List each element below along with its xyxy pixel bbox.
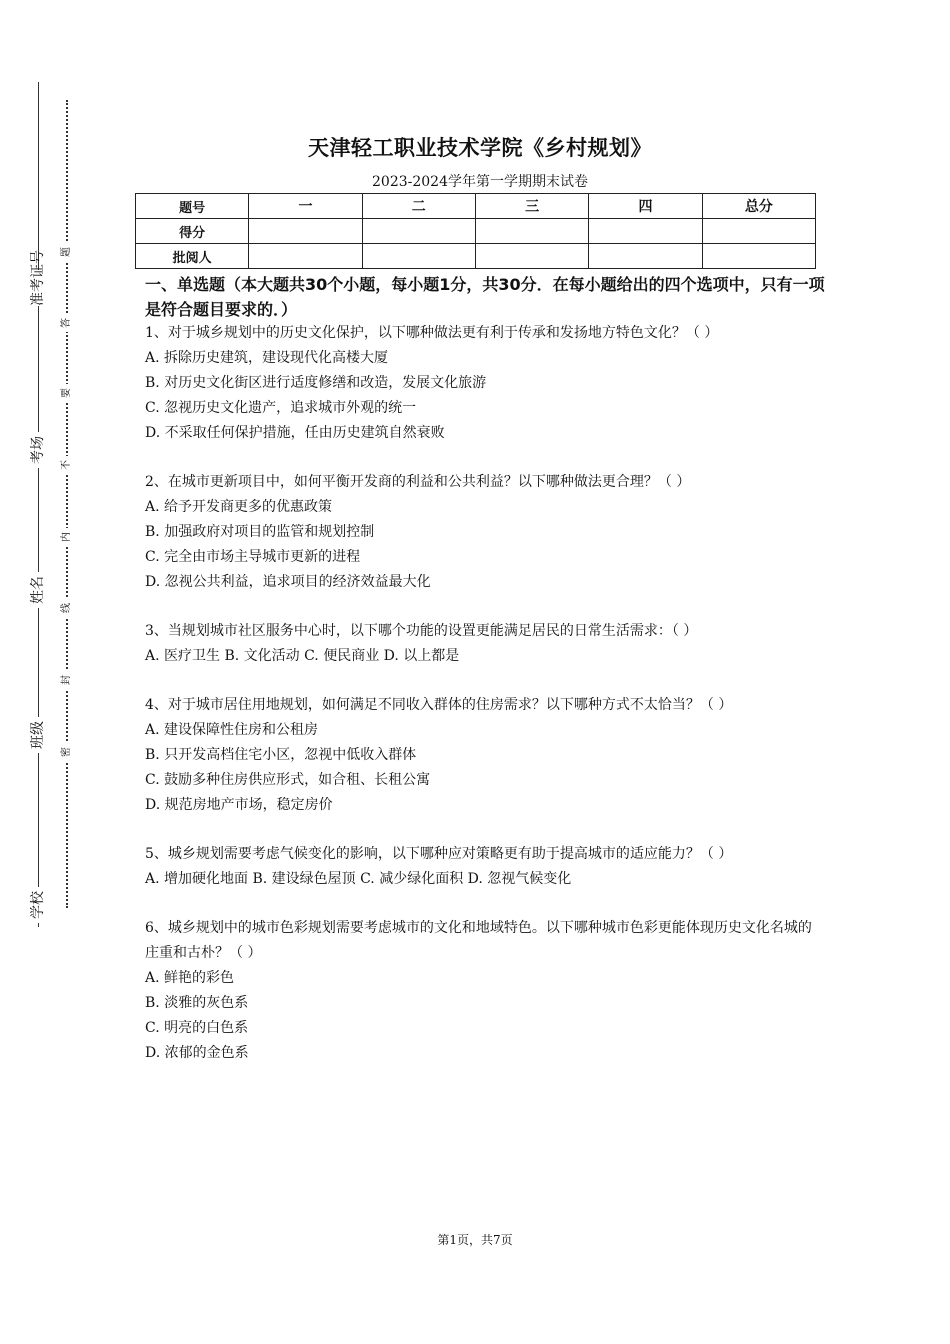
- question-stem: 5、城乡规划需要考虑气候变化的影响，以下哪种应对策略更有助于提高城市的适应能力？（ ）: [145, 846, 733, 862]
- seal-char: 题: [60, 243, 74, 261]
- score-table-header: 题号: [136, 194, 249, 219]
- seal-char: 密: [60, 743, 74, 761]
- question-stem: 2、在城市更新项目中，如何平衡开发商的利益和公共利益？以下哪种做法更合理？（ ）: [145, 474, 691, 490]
- question-stem: 4、对于城市居住用地规划，如何满足不同收入群体的住房需求？以下哪种方式不太恰当？（ ）: [145, 697, 733, 713]
- question-option: D. 规范房地产市场，稳定房价: [145, 797, 333, 813]
- score-table-row: [136, 244, 816, 269]
- school-label: 学校: [27, 887, 49, 923]
- question-option: A. 医疗卫生 B. 文化活动 C. 便民商业 D. 以上都是: [145, 648, 460, 664]
- question-option: B. 淡雅的灰色系: [145, 995, 249, 1011]
- seal-char: 线: [60, 599, 74, 617]
- question-6: [145, 916, 815, 1066]
- score-cell: [475, 219, 588, 244]
- question-option: A. 建设保障性住房和公租房: [145, 722, 319, 738]
- question-option: C. 忽视历史文化遗产，追求城市外观的统一: [145, 400, 417, 416]
- reviewer-cell: [475, 244, 588, 269]
- score-cell: [362, 219, 475, 244]
- score-table-header-row: [136, 194, 816, 219]
- score-table-header: 一: [249, 194, 362, 219]
- question-option: D. 浓郁的金色系: [145, 1045, 249, 1061]
- question-list: [145, 321, 815, 1090]
- name-label: 姓名: [27, 572, 49, 608]
- score-table-header: 二: [362, 194, 475, 219]
- score-table-header: 三: [475, 194, 588, 219]
- question-2: [145, 470, 815, 595]
- seal-char: 答: [60, 314, 74, 332]
- question-4: [145, 693, 815, 818]
- question-option: B. 只开发高档住宅小区，忽视中低收入群体: [145, 747, 417, 763]
- seal-char: 要: [60, 384, 74, 402]
- score-table-header: 四: [589, 194, 702, 219]
- page-title: 天津轻工职业技术学院《乡村规划》: [308, 136, 652, 160]
- class-label: 班级: [27, 717, 49, 753]
- question-option: B. 加强政府对项目的监管和规划控制: [145, 524, 375, 540]
- reviewer-row-label: 批阅人: [136, 244, 249, 269]
- question-option: C. 鼓励多种住房供应形式，如合租、长租公寓: [145, 772, 431, 788]
- question-stem: 3、当规划城市社区服务中心时，以下哪个功能的设置更能满足居民的日常生活需求：（ ）: [145, 623, 698, 639]
- question-5: [145, 842, 815, 892]
- page-subtitle: 2023-2024学年第一学期期末试卷: [372, 174, 588, 190]
- score-table: [135, 193, 816, 269]
- score-cell: [249, 219, 362, 244]
- score-table-header: 总分: [702, 194, 815, 219]
- question-1: [145, 321, 815, 446]
- question-option: A. 给予开发商更多的优惠政策: [145, 499, 333, 515]
- exam-room-label: 考场: [27, 432, 49, 468]
- score-table-row: [136, 219, 816, 244]
- question-stem: 1、对于城乡规划中的历史文化保护，以下哪种做法更有利于传承和发扬地方特色文化？（ ）: [145, 325, 719, 341]
- seal-char: 封: [60, 671, 74, 689]
- question-option: B. 对历史文化街区进行适度修缮和改造，发展文化旅游: [145, 375, 487, 391]
- score-cell: [589, 219, 702, 244]
- question-option: A. 拆除历史建筑，建设现代化高楼大厦: [145, 350, 389, 366]
- reviewer-cell: [362, 244, 475, 269]
- reviewer-cell: [249, 244, 362, 269]
- reviewer-cell: [702, 244, 815, 269]
- score-row-label: 得分: [136, 219, 249, 244]
- binding-strip: [0, 0, 100, 1344]
- question-option: D. 忽视公共利益，追求项目的经济效益最大化: [145, 574, 431, 590]
- seal-char: 不: [60, 456, 74, 474]
- reviewer-cell: [589, 244, 702, 269]
- binding-solid-line: [38, 82, 39, 927]
- question-option: C. 完全由市场主导城市更新的进程: [145, 549, 361, 565]
- question-option: A. 鲜艳的彩色: [145, 970, 235, 986]
- question-3: [145, 619, 815, 669]
- question-stem: 6、城乡规划中的城市色彩规划需要考虑城市的文化和地域特色。以下哪种城市色彩更能体现历史文化名城的庄重和古朴？（ ）: [145, 920, 812, 961]
- question-option: C. 明亮的白色系: [145, 1020, 249, 1036]
- binding-dotted-line: [66, 100, 68, 908]
- score-cell: [702, 219, 815, 244]
- question-option: A. 增加硬化地面 B. 建设绿色屋顶 C. 减少绿化面积 D. 忽视气候变化: [145, 871, 572, 887]
- seal-char: 内: [60, 528, 74, 546]
- exam-id-label: 准考证号: [27, 270, 49, 306]
- question-option: D. 不采取任何保护措施，任由历史建筑自然衰败: [145, 425, 445, 441]
- page-footer: 第1页，共7页: [437, 1233, 513, 1247]
- section-heading: 一、单选题（本大题共30个小题，每小题1分，共30分．在每小题给出的四个选项中，只有一项是符合题目要求的．）: [145, 275, 825, 319]
